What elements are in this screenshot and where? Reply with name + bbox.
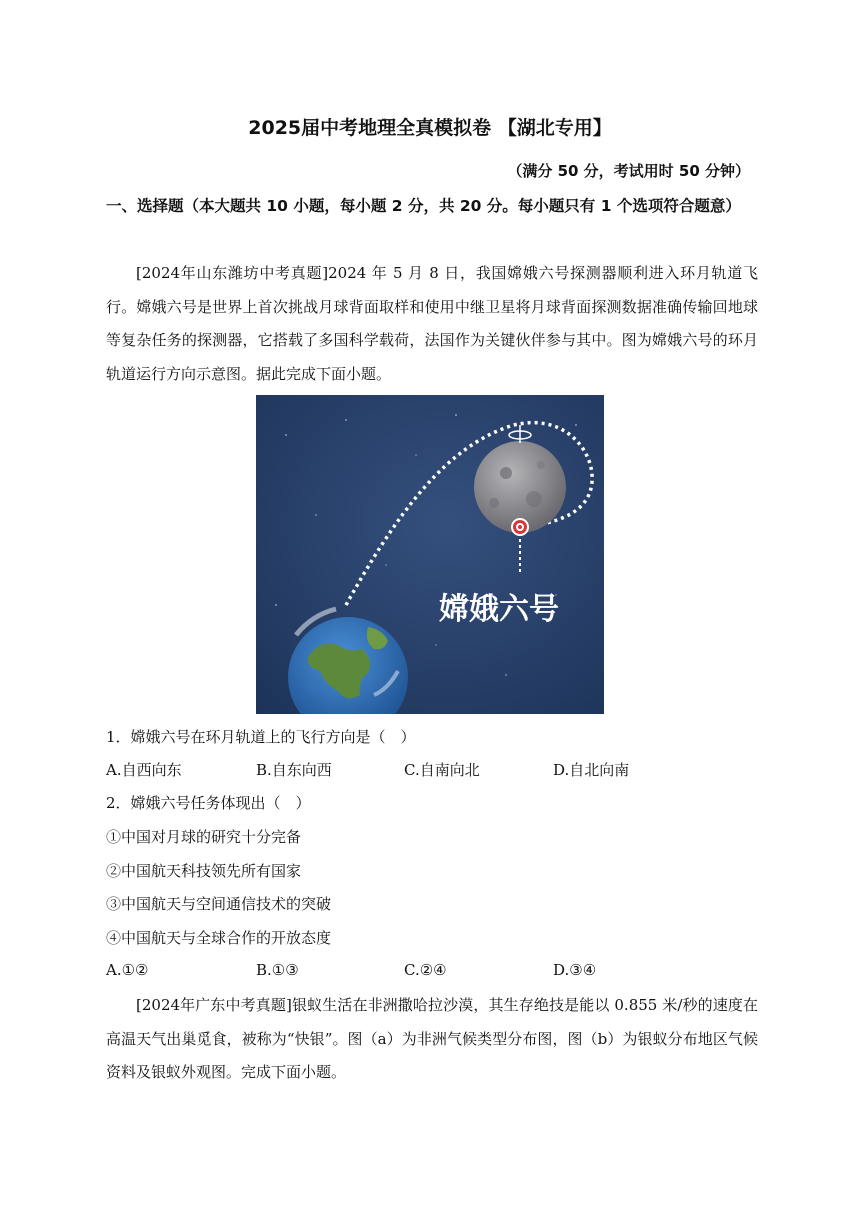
section-heading: 一、选择题（本大题共 10 小题，每小题 2 分，共 20 分。每小题只有 1 个选项符合题意）	[106, 197, 741, 215]
question-1-options	[106, 759, 756, 783]
page-title: 2025届中考地理全真模拟卷 【湖北专用】	[248, 117, 612, 139]
question-2-options	[106, 961, 756, 985]
q2-option-c: C.②④	[404, 961, 447, 979]
q1-option-b: B.自东向西	[256, 761, 332, 779]
question-2-stem: 2．嫦娥六号任务体现出（ ）	[106, 794, 311, 812]
change6-orbit-figure	[256, 395, 604, 714]
passage-1: [2024年山东潍坊中考真题]2024 年 5 月 8 日，我国嫦娥六号探测器顺利进入环月轨道飞行。嫦娥六号是世界上首次挑战月球背面取样和使用中继卫星将月球背面探测数据准确传输回地球等复杂任务的探测器，它搭载了多国科学载荷，法国作为关键伙伴参与其中。图为嫦娥六号的环月轨道运行方向示意图。据此完成下面小题。	[106, 264, 758, 383]
q2-statement-3: ③中国航天与空间通信技术的突破	[106, 895, 332, 913]
orbit-diagram	[256, 395, 604, 714]
q1-option-c: C.自南向北	[404, 761, 480, 779]
q2-statement-4: ④中国航天与全球合作的开放态度	[106, 929, 332, 947]
q2-statement-2: ②中国航天科技领先所有国家	[106, 862, 302, 880]
q1-option-a: A.自西向东	[106, 761, 182, 779]
probe-label: 嫦娥六号	[439, 592, 559, 627]
q1-option-d: D.自北向南	[553, 761, 630, 779]
q2-option-b: B.①③	[256, 961, 299, 979]
question-1-stem: 1．嫦娥六号在环月轨道上的飞行方向是（ ）	[106, 728, 416, 746]
q2-option-d: D.③④	[553, 961, 597, 979]
passage-2: [2024年广东中考真题]银蚁生活在非洲撒哈拉沙漠，其生存绝技是能以 0.855 米/秒的速度在高温天气出巢觅食，被称为“快银”。图（a）为非洲气候类型分布图，图（b）为银蚁分布地区气候资料及银蚁外观图。完成下面小题。	[106, 996, 758, 1081]
q2-statement-1: ①中国对月球的研究十分完备	[106, 828, 302, 846]
q2-option-a: A.①②	[106, 961, 149, 979]
score-note: （满分 50 分，考试用时 50 分钟）	[507, 162, 750, 180]
